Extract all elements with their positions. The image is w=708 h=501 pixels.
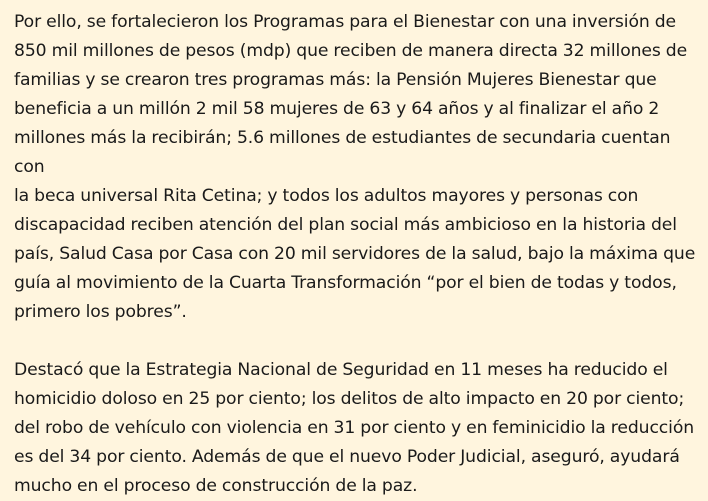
article-paragraph-1: Por ello, se fortalecieron los Programas para el Bienestar con una inversión de 850 mil millones de pesos (mdp) que reciben de manera directa 32 millones de familias y se crearon tres programas más: la Pensión Mujeres Bienestar que beneficia a un millón 2 mil 58 mujeres de 63 y 64 años y al finalizar el año 2 millones más la recibirán; 5.6 millones de estudiantes de secundaria cuentan con la beca universal Rita Cetina; y todos los adultos mayores y personas con discapacidad reciben atención del plan social más ambicioso en la historia del país, Salud Casa por Casa con 20 mil servidores de la salud, bajo la máxima que guía al movimiento de la Cuarta Transformación “por el bien de todas y todos, primero los pobres”.	[14, 12, 696, 322]
article-paragraph-2: Destacó que la Estrategia Nacional de Seguridad en 11 meses ha reducido el homicidio doloso en 25 por ciento; los delitos de alto impacto en 20 por ciento; del robo de vehículo con violencia en 31 por ciento y en feminicidio la reducción es del 34 por ciento. Además de que el nuevo Poder Judicial, aseguró, ayudará mucho en el proceso de construcción de la paz.	[14, 360, 695, 496]
